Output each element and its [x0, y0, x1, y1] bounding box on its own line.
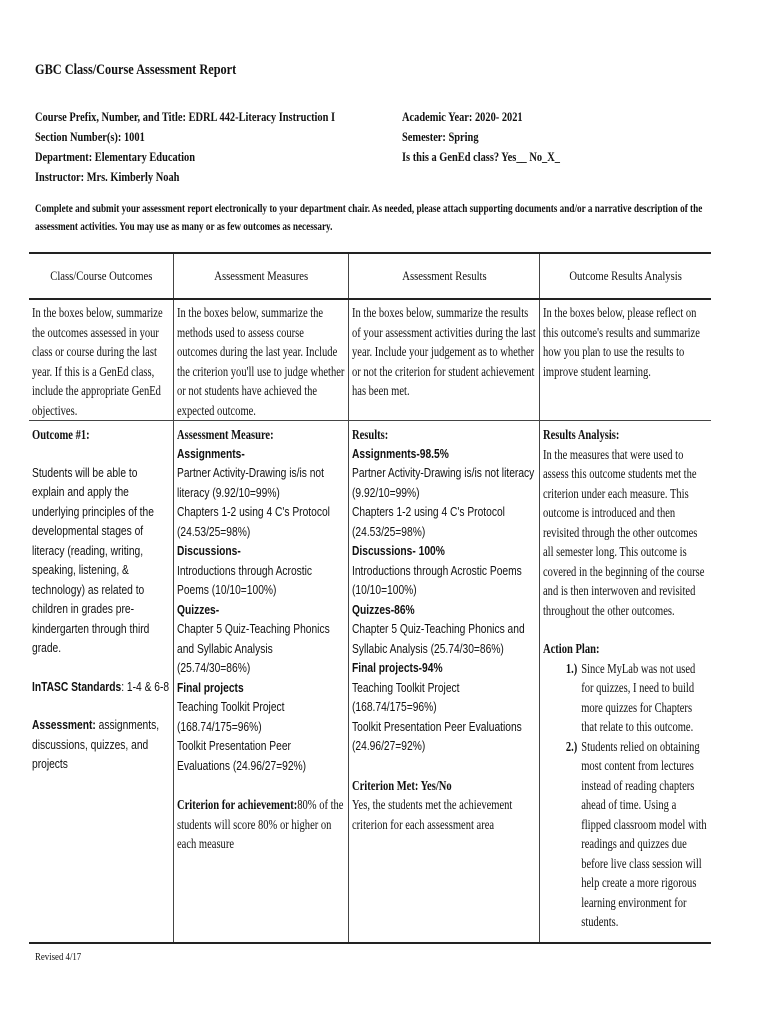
section-number: Section Number(s): 1001 [35, 129, 145, 144]
analysis-heading: Results Analysis: [543, 427, 620, 442]
measures-assignments: Assignments- [177, 446, 245, 461]
header-analysis: Outcome Results Analysis [539, 254, 711, 298]
term-info [402, 107, 560, 167]
assessment-types: Assessment: assignments, discussions, quizzes, and projects [32, 718, 160, 771]
measure-item: Introductions through Acrostic Poems (10/10=100%) [177, 563, 313, 597]
measures-projects: Final projects [177, 680, 244, 695]
measures-discussions: Discussions- [177, 544, 241, 558]
desc-outcomes: In the boxes below, summarize the outcomes assessed in your class or course during the last year. If this is a GenEd class, include the appropriate GenEd objectives. [32, 305, 163, 418]
result-item: Introductions through Acrostic Poems (10/10=100%) [352, 563, 522, 597]
result-item: Chapters 1-2 using 4 C's Protocol (24.53/25=98%) [352, 505, 505, 539]
action-plan-list [543, 659, 708, 932]
list-item: 1.) Since MyLab was not used for quizzes, I need to build more quizzes for Chapters that relate to this outcome. [565, 660, 696, 734]
header-outcomes: Class/Course Outcomes [49, 268, 153, 283]
table-header-row [29, 254, 711, 300]
measure-item: Toolkit Presentation Peer Evaluations (24.96/27=92%) [177, 739, 307, 773]
header-results: Assessment Results [348, 254, 539, 298]
results-heading: Results: [352, 427, 389, 442]
measure-item: Partner Activity-Drawing is/is not literacy (9.92/10=99%) [177, 466, 324, 500]
semester: Semester: Spring [402, 129, 479, 144]
outcome-text: Students will be able to explain and apply the underlying principles of the developmental stages of literacy (reading, writing, speaking, listening, & technology) as related to children in grades pre-kindergarten through third grade. [32, 465, 154, 655]
measure-item: Chapters 1-2 using 4 C's Protocol (24.53/25=98%) [177, 505, 330, 539]
outcome-cell [29, 421, 173, 942]
header-measures: Assessment Measures [173, 254, 348, 298]
criterion-met-text: Yes, the students met the achievement criterion for each assessment area [352, 797, 513, 832]
list-item: 2.) Students relied on obtaining most content from lectures instead of reading chapters ahead of time. Using a flipped classroom model with readings and quizzes due before live class session will help create a more rigorous learning environment for students. [565, 738, 707, 929]
criterion-met: Criterion Met: Yes/No [352, 777, 452, 793]
intasc-standards: InTASC Standards: 1-4 & 6-8 [32, 679, 170, 694]
course-title: Course Prefix, Number, and Title: EDRL 442-Literacy Instruction I [35, 109, 336, 124]
gened-question: Is this a GenEd class? Yes__ No_X_ [402, 149, 560, 164]
desc-results: In the boxes below, summarize the results of your assessment activities during the last year. Include your judgement as to whether or not the criterion for student achievement has been met. [348, 300, 539, 420]
course-info [35, 107, 335, 187]
measures-heading: Assessment Measure: [177, 427, 274, 442]
results-assignments: Assignments-98.5% [352, 446, 449, 461]
result-item: Teaching Toolkit Project (168.74/175=96%) [352, 680, 460, 714]
outcome-label: Outcome #1: [32, 427, 90, 442]
action-plan-heading: Action Plan: [543, 641, 600, 656]
desc-analysis: In the boxes below, please reflect on this outcome's results and summarize how you plan to use the results to improve student learning. [539, 300, 711, 420]
result-item: Chapter 5 Quiz-Teaching Phonics and Syllabic Analysis (25.74/30=86%) [352, 622, 525, 656]
table-row [29, 300, 711, 421]
result-item: Toolkit Presentation Peer Evaluations (24.96/27=92%) [352, 719, 522, 753]
department: Department: Elementary Education [35, 149, 196, 164]
results-quizzes: Quizzes-86% [352, 602, 415, 617]
report-title: GBC Class/Course Assessment Report [35, 62, 237, 78]
result-item: Partner Activity-Drawing is/is not literacy (9.92/10=99%) [352, 466, 535, 500]
measures-cell [173, 421, 348, 942]
academic-year: Academic Year: 2020- 2021 [402, 109, 523, 124]
measures-quizzes: Quizzes- [177, 602, 220, 617]
measure-item: Teaching Toolkit Project (168.74/175=96%) [177, 700, 285, 734]
analysis-text: In the measures that were used to assess this outcome students met the criterion under each measure. This outcome is introduced and then revisited through the other outcomes all semester long. This outcome is covered in the beginning of the course and is then interwoven and revisited throughout the other outcomes. [543, 446, 705, 618]
measure-item: Chapter 5 Quiz-Teaching Phonics and Syllabic Analysis (25.74/30=86%) [177, 622, 330, 675]
criterion-for-achievement: Criterion for achievement:80% of the students will score 80% or higher on each measure [177, 797, 344, 851]
results-cell [348, 421, 539, 942]
analysis-cell [539, 421, 711, 942]
instructor: Instructor: Mrs. Kimberly Noah [35, 169, 180, 184]
revision-footer: Revised 4/17 [35, 951, 82, 963]
assessment-table [29, 252, 711, 944]
desc-measures: In the boxes below, summarize the methods used to assess course outcomes during the last year. Include the criterion you'll use to judge whether or not students have achieved the expected outcome. [173, 300, 348, 420]
results-discussions: Discussions- 100% [352, 544, 445, 558]
results-projects: Final projects-94% [352, 661, 443, 675]
table-row [29, 421, 711, 942]
instructions-text: Complete and submit your assessment report electronically to your department chair. As needed, please attach supporting documents and/or a narrative description of the assessment activities. You may use as many or as few outcomes as necessary. [35, 203, 703, 233]
